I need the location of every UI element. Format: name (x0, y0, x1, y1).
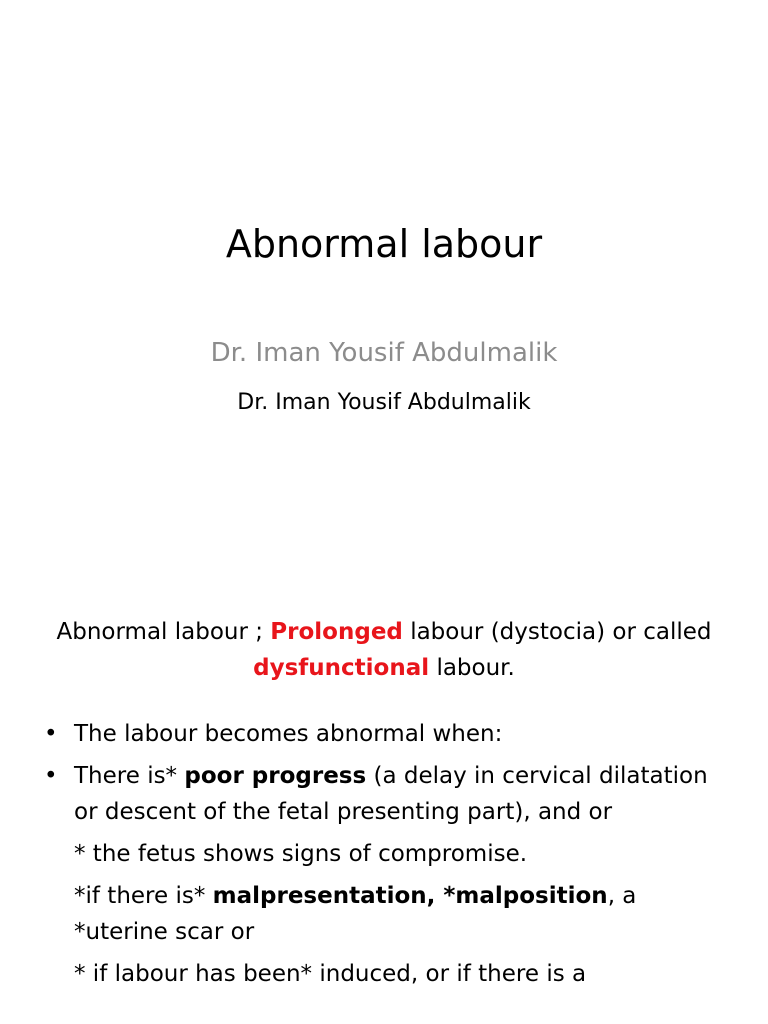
bullet-item (44, 758, 724, 830)
continuation-line (44, 878, 724, 950)
bullet-text: The labour becomes abnormal when: (74, 721, 503, 747)
intro-text-2: labour (dystocia) or called (402, 619, 712, 645)
line-text: * if labour has been* induced, or if there is a (74, 961, 587, 987)
intro-paragraph (20, 614, 748, 686)
bold-term: malpresentation, *malposition (212, 883, 608, 909)
term-dysfunctional: dysfunctional (253, 655, 430, 681)
bullet-list (44, 716, 724, 998)
line-text: * the fetus shows signs of compromise. (74, 841, 528, 867)
continuation-line (44, 956, 724, 992)
term-prolonged: Prolonged (270, 619, 403, 645)
intro-text-3: labour. (429, 655, 515, 681)
intro-text-1: Abnormal labour ; (56, 619, 271, 645)
line-text: *if there is* (74, 883, 213, 909)
slide-author: Dr. Iman Yousif Abdulmalik (237, 390, 531, 415)
bullet-item (44, 716, 724, 752)
slide-title: Abnormal labour (225, 222, 543, 266)
slide-subtitle: Dr. Iman Yousif Abdulmalik (210, 338, 558, 368)
bold-term: poor progress (184, 763, 367, 789)
bullet-text: (a delay in cervical dilatation or descent of the fetal presenting part), and or (74, 763, 708, 825)
continuation-line (44, 836, 724, 872)
line-text: , a *uterine scar or (74, 883, 637, 945)
bullet-text: There is* (74, 763, 185, 789)
